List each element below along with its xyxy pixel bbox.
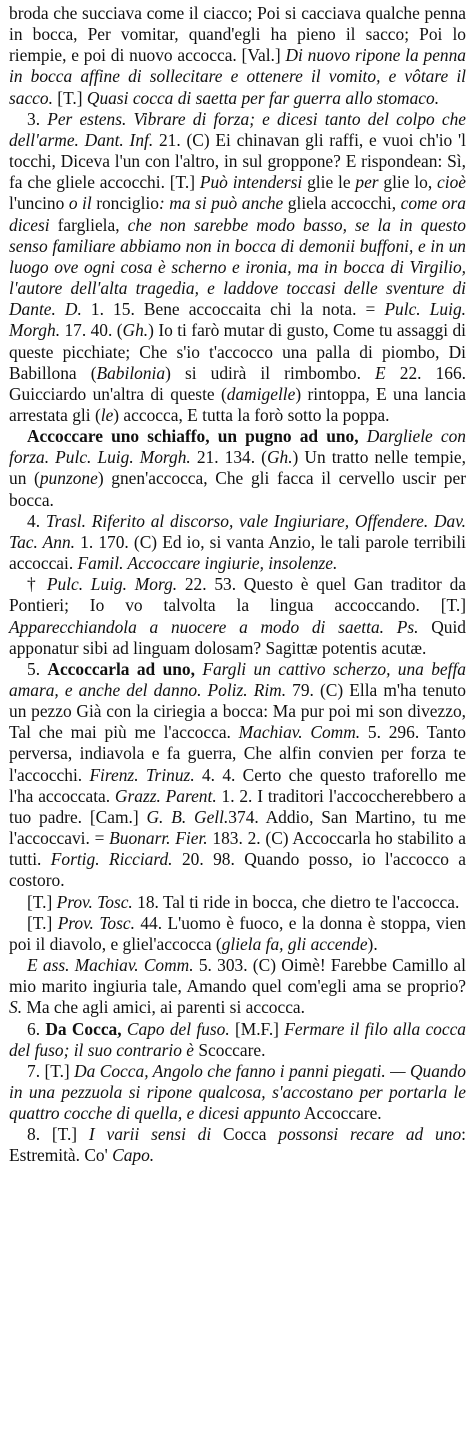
body-text: 7. [T.] xyxy=(27,1060,75,1081)
bold-text: Accoccarla ad uno, xyxy=(47,658,195,679)
body-text: ) gnen'accocca, Che gli facca il cervello uscir per bocca. xyxy=(9,468,466,510)
body-text: Quid apponatur sibi ad linguam dolosam? Sagittæ potentis acutæ. xyxy=(9,616,466,658)
body-text: gliela accocchi, xyxy=(283,193,401,214)
italic-text: Può intendersi xyxy=(199,172,303,193)
italic-text: Firenz. Trinuz. xyxy=(89,764,195,785)
italic-text: Fermare il filo alla cocca del fuso; il suo contrario è xyxy=(9,1018,466,1060)
body-text: 4. 4. Certo che questo traforello me l'ha accoccata. xyxy=(9,764,466,806)
italic-text: le xyxy=(100,404,114,425)
italic-text: Famil. Accoccare ingiurie, insolenze. xyxy=(77,553,338,574)
dictionary-paragraph xyxy=(9,3,466,109)
dictionary-paragraph xyxy=(9,1061,466,1124)
italic-text: Gh. xyxy=(266,447,293,468)
body-text: 4. xyxy=(27,510,46,531)
body-text: Ma che agli amici, ai parenti si accocca. xyxy=(22,997,305,1018)
body-text: 22. 53. Questo è quel Gan traditor da Pontieri; Io vo talvolta la lingua accoccando. [T.] xyxy=(9,574,466,616)
italic-text: Per estens. Vibrare di forza; e dicesi tanto del colpo che dell'arme. Dant. Inf. xyxy=(9,108,466,150)
italic-text: Pulc. Luig. Morg. xyxy=(46,574,178,595)
dictionary-paragraph xyxy=(9,892,466,913)
body-text: glie le xyxy=(302,172,356,193)
body-text: 1. 15. Bene accoccaita chi la nota. = xyxy=(81,299,385,320)
body-text: 8. [T.] xyxy=(27,1124,89,1145)
dictionary-paragraph xyxy=(9,659,466,892)
body-text: glie lo, xyxy=(378,172,438,193)
italic-text: Grazz. Parent. xyxy=(114,785,217,806)
body-text: 6. xyxy=(27,1018,46,1039)
italic-text: : ma si può anche xyxy=(158,193,284,214)
italic-text: Gh. xyxy=(122,320,149,341)
italic-text: Buonarr. Fier. xyxy=(109,828,208,849)
body-text: ) Un tratto nelle tempie, un ( xyxy=(9,447,466,489)
body-text: Accoccare. xyxy=(300,1103,382,1124)
body-text: 18. Tal ti ride in bocca, che dietro te l'accocca. xyxy=(132,891,460,912)
italic-text: Prov. Tosc. xyxy=(56,891,133,912)
italic-text: Fortig. Ricciard. xyxy=(50,849,173,870)
italic-text: punzone xyxy=(39,468,98,489)
body-text: 79. (C) Ella m'ha tenuto un pezzo Già con la ciriegia a bocca: Ma pur poi mi son divezzo, Tal che mai più me l'accocca. xyxy=(9,680,466,743)
body-text: 5. xyxy=(27,658,48,679)
italic-text: damigelle xyxy=(226,383,296,404)
body-text: [M.F.] xyxy=(229,1018,285,1039)
body-text: 22. 166. Guicciardo un'altra di queste ( xyxy=(9,362,466,404)
body-text: † xyxy=(27,574,47,595)
body-text: broda che succiava come il ciacco; Poi si cacciava qualche penna in bocca, Per vomitar, quand'egli ha pieno il sacco; Poi lo riempie, e poi di nuovo accocca. [Val.] xyxy=(9,3,466,66)
dictionary-paragraph xyxy=(9,1019,466,1061)
italic-text: E xyxy=(375,362,386,383)
body-text: 21. (C) Ei chinavan gli raffi, e vuoi ch'io 'l tocchi, Diceva l'un con l'altro, in sul groppone? E rispondean: Sì, fa che gliele accocchi. [T.] xyxy=(9,129,466,193)
body-text: 21. 134. ( xyxy=(190,447,267,468)
body-text: ) si udirà il rimbombo. xyxy=(165,362,376,383)
italic-text: Prov. Tosc. xyxy=(57,912,135,933)
italic-text: Da Cocca, Angolo che fanno i panni piegati. — Quando in una pezzuola si ripone qualcosa, s'accostano per portarla le quattro cocche di quella, e dicesi appunto xyxy=(9,1060,466,1124)
dictionary-paragraph xyxy=(9,574,466,659)
bold-text: Accoccare uno schiaffo, un pugno ad uno, xyxy=(27,426,359,447)
bold-text: Da Cocca, xyxy=(45,1018,122,1039)
body-text: ronciglio xyxy=(91,193,159,214)
italic-text: Trasl. Riferito al discorso, vale Ingiuriare, Offendere. Dav. Tac. Ann. xyxy=(9,510,466,552)
italic-text: Capo. xyxy=(112,1145,155,1166)
dictionary-paragraph xyxy=(9,955,466,1018)
italic-text: possonsi recare ad uno xyxy=(278,1124,462,1145)
body-text: 1. 170. (C) Ed io, si vanta Anzio, le tali parole terribili accoccai. xyxy=(9,531,467,574)
body-text: ) Io ti farò mutar di gusto, Come tu assaggi di queste picchiate; Che s'io t'accocco una palla di piombo, Di Babillona ( xyxy=(9,320,467,383)
body-text: ) accocca, E tutta la forò sotto la poppa. xyxy=(113,404,390,425)
body-text: 3. xyxy=(27,108,48,129)
italic-text: che non sarebbe modo basso, se la in questo senso familiare abbiamo non in bocca di demonii buffoni, e in un luogo ove ogni cosa è scherno e ironia, ma in bocca di Virgilio, l'autore dell'alta tragedia, e laddove toccasi delle sventure di Dante. D. xyxy=(9,214,466,320)
body-text: Cocca xyxy=(211,1124,279,1145)
body-text: 20. 98. Quando posso, io l'accocco a costoro. xyxy=(9,849,466,891)
body-text: 183. 2. (C) Accoccarla ho stabilito a tutti. xyxy=(9,828,466,870)
dictionary-paragraph xyxy=(9,1124,466,1166)
italic-text: Dargliele con forza. Pulc. Luig. Morgh. xyxy=(9,426,466,468)
italic-text: G. B. Gell. xyxy=(146,806,229,827)
body-text: ) rintoppa, E una lancia arrestata gli ( xyxy=(9,383,466,425)
body-text: fargliela, xyxy=(49,214,128,235)
body-text: : Estremità. Co' xyxy=(9,1124,466,1166)
dictionary-paragraph xyxy=(9,109,466,426)
body-text: l'uncino xyxy=(9,193,69,214)
body-text: [T.] xyxy=(27,891,57,912)
body-text: [T.] xyxy=(52,87,87,108)
dictionary-paragraph xyxy=(9,913,466,955)
body-text: ). xyxy=(367,933,378,954)
italic-text: Fargli un cattivo scherzo, una beffa amara, e anche del danno. Poliz. Rim. xyxy=(9,658,467,700)
italic-text: Quasi cocca di saetta per far guerra allo stomaco. xyxy=(86,87,440,108)
body-text: 1. 2. I traditori l'accoccherebbero a tuo padre. [Cam.] xyxy=(9,785,466,827)
italic-text: Capo del fuso. xyxy=(126,1018,230,1039)
italic-text: Pulc. Luig. Morgh. xyxy=(9,299,466,341)
body-text: 17. 40. ( xyxy=(60,320,123,341)
italic-text: Apparecchiandola a nuocere a modo di saetta. Ps. xyxy=(9,616,419,637)
italic-text: cioè xyxy=(437,172,466,193)
italic-text: S. xyxy=(9,997,23,1018)
italic-text: per xyxy=(355,172,379,193)
italic-text: E ass. Machiav. Comm. xyxy=(27,955,194,976)
dictionary-paragraph xyxy=(9,511,466,574)
body-text xyxy=(359,426,367,446)
italic-text: I varii sensi di xyxy=(88,1124,212,1145)
body-text: 44. L'uomo è fuoco, e la donna è stoppa, vien poi il diavolo, e gliel'accocca ( xyxy=(9,912,467,954)
italic-text: come ora dicesi xyxy=(9,193,466,235)
italic-text: Babilonia xyxy=(96,362,166,383)
body-text: [T.] xyxy=(27,912,58,933)
italic-text: Machiav. Comm. xyxy=(238,722,361,743)
italic-text: Di nuovo ripone la penna in bocca affine di sollecitare e ottenere il vomito, e vôtare il sacco. xyxy=(9,45,467,108)
italic-text: gliela fa, gli accende xyxy=(221,933,368,954)
body-text: 5. 303. (C) Oimè! Farebbe Camillo al mio marito ingiuria tale, Amando quel com'egli ama se proprio? xyxy=(9,955,466,997)
dictionary-paragraph xyxy=(9,426,466,511)
body-text: Scoccare. xyxy=(194,1039,266,1060)
body-text: 374. Addio, San Martino, tu me l'accoccavi. = xyxy=(9,806,466,849)
body-text: 5. 296. Tanto perversa, indiavola e fa guerra, Che alfin convien per forza te l'accocchi. xyxy=(9,722,466,785)
italic-text: o il xyxy=(68,193,92,214)
